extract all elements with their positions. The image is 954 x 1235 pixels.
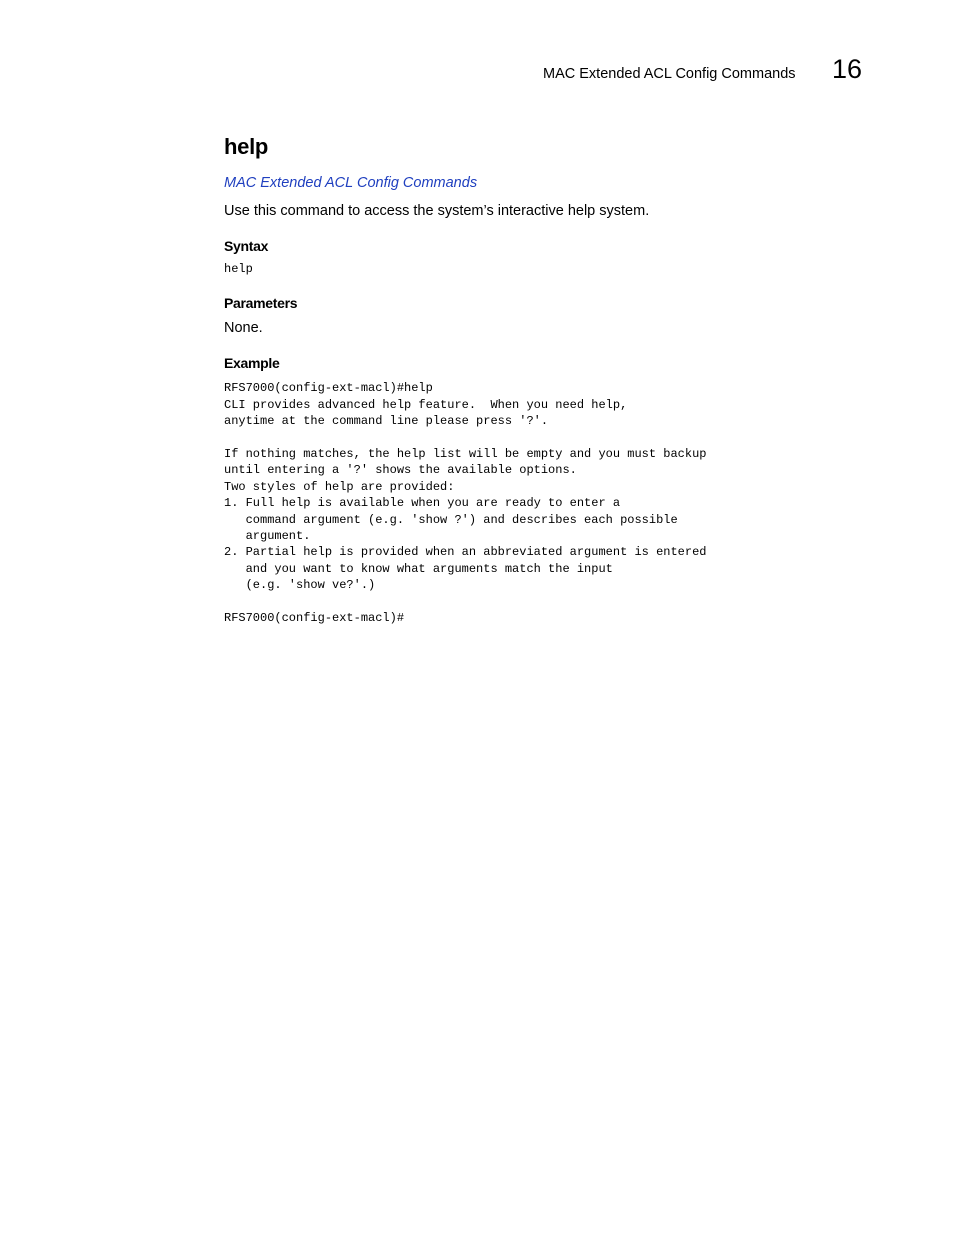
- parent-section-link[interactable]: MAC Extended ACL Config Commands: [224, 175, 478, 191]
- syntax-heading: Syntax: [224, 238, 269, 254]
- parameters-text: None.: [224, 320, 263, 337]
- command-description: Use this command to access the system’s interactive help system.: [224, 203, 650, 219]
- chapter-number: 16: [832, 54, 863, 84]
- parameters-heading: Parameters: [224, 295, 298, 312]
- page-title: help: [224, 134, 269, 159]
- running-header-title: MAC Extended ACL Config Commands: [543, 66, 796, 82]
- example-heading: Example: [224, 355, 280, 372]
- example-code-block: RFS7000(config-ext-macl)#help CLI provides advanced help feature. When you need help, anytime at the command line please press '?'. If nothing matches, the help list will be empty and you must backup until entering a '?' shows the available options. Two styles of help are provided: 1. Full help is available when you are ready to enter a command argument (e.g. 'show ?') and describes each possible argument. 2. Partial help is provided when an abbreviated argument is entered and you want to know what arguments match the input (e.g. 'show ve?'.) RFS7000(config-ext-macl)#: [224, 381, 707, 626]
- syntax-code: help: [224, 262, 253, 276]
- main-content: [224, 132, 824, 627]
